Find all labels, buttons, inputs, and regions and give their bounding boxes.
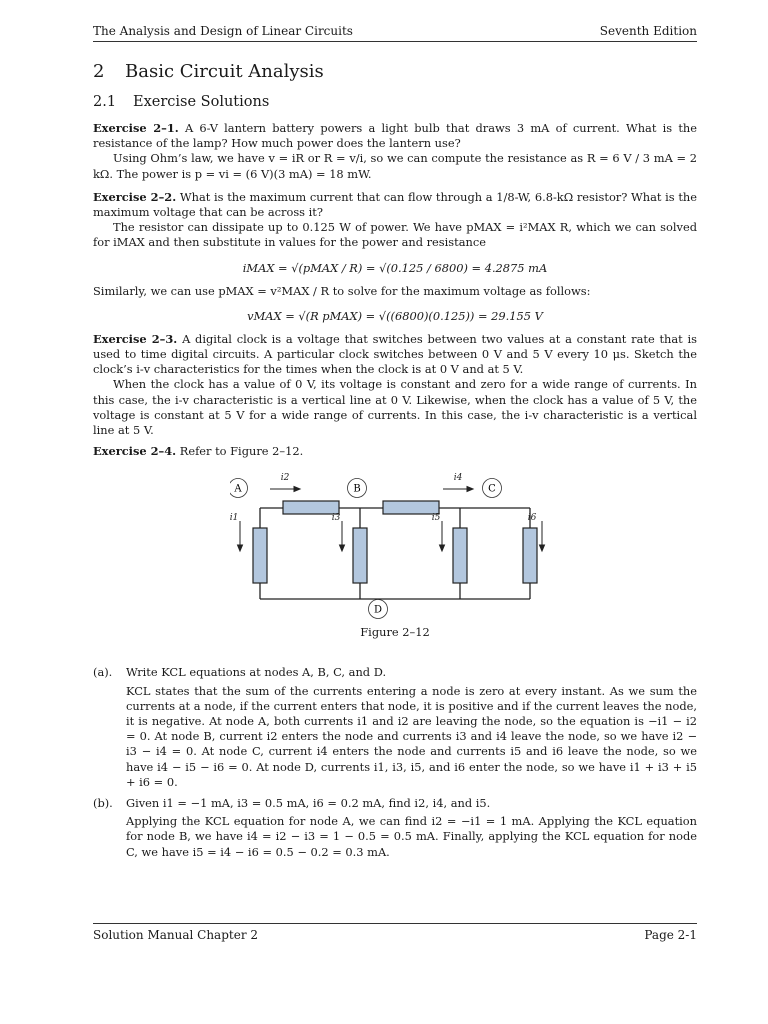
part-question: Given i1 = −1 mA, i3 = 0.5 mA, i6 = 0.2 mA, find i2, i4, and i5. — [126, 796, 491, 811]
resistor-top-right — [383, 501, 439, 514]
current-i4-label: i4 — [453, 473, 463, 484]
node-a-label: A — [234, 483, 242, 495]
equation-vmax: vMAX = √(R pMAX) = √((6800)(0.125)) = 29.155 V — [247, 308, 543, 323]
footer-chapter: Solution Manual Chapter 2 — [93, 928, 258, 942]
exercise-label: Exercise 2–4. — [93, 444, 177, 459]
exercise-question: What is the maximum current that can flow through a 1/8-W, 6.8-kΩ resistor? What is the maximum voltage that can be across it? — [93, 189, 698, 219]
resistor-5 — [453, 528, 467, 583]
book-title: The Analysis and Design of Linear Circuits — [93, 24, 353, 38]
figure-2-12 — [93, 471, 697, 639]
exercise-2-3 — [93, 332, 697, 438]
exercise-label: Exercise 2–3. — [93, 331, 178, 346]
part-a — [93, 665, 697, 790]
chapter-title — [93, 61, 697, 83]
part-b — [93, 796, 697, 860]
exercise-parts — [93, 665, 697, 859]
exercise-answer: When the clock has a value of 0 V, its voltage is constant and zero for a wide range of currents. In this case, the i-v characteristic is a vertical line at 0 V. Likewise, when the clock has a value of 5 V, the voltage is constant at 5 V for a wide range of currents. In this case, the i-v characteristic is a vertical line at 5 V. — [93, 377, 697, 438]
exercise-2-4 — [93, 444, 697, 459]
section-number: 2.1 — [93, 93, 117, 110]
exercise-2-2 — [93, 190, 697, 325]
chapter-number: 2 — [93, 61, 105, 82]
current-i1-label: i1 — [230, 513, 239, 524]
exercise-question: Refer to Figure 2–12. — [179, 444, 304, 459]
resistor-3 — [353, 528, 367, 583]
exercise-label: Exercise 2–2. — [93, 189, 177, 204]
exercise-2-1 — [93, 121, 697, 182]
running-header — [93, 24, 697, 42]
resistor-top-left — [283, 501, 339, 514]
running-footer — [93, 923, 697, 942]
exercise-question: A digital clock is a voltage that switches between two values at a constant rate that is used to time digital circuits. A particular clock switches between 0 V and 5 V every 10 μs. Sketch the clock’s i-v characteristics for the times when the clock is at 0 V and at 5 V. — [93, 331, 698, 377]
resistor-1 — [253, 528, 267, 583]
exercise-answer: Using Ohm’s law, we have v = iR or R = v/i, so we can compute the resistance as R = 6 V / 3 mA = 2 kΩ. The power is p = vi = (6 V)(3 mA) = 18 mW. — [93, 151, 697, 181]
current-i6-label: i6 — [527, 513, 537, 524]
section-name: Exercise Solutions — [133, 93, 270, 110]
circuit-diagram — [230, 471, 560, 621]
edition: Seventh Edition — [599, 24, 697, 38]
part-answer: Applying the KCL equation for node A, we can find i2 = −i1 = 1 mA. Applying the KCL equation for node B, we have i4 = i2 − i3 = 1 − 0.5 = 0.5 mA. Finally, applying the KCL equation for node C, we have i5 = i4 − i6 = 0.5 − 0.2 = 0.3 mA. — [126, 814, 697, 859]
chapter-name: Basic Circuit Analysis — [125, 61, 324, 82]
current-i3-label: i3 — [331, 513, 341, 524]
current-i5-label: i5 — [431, 513, 441, 524]
equation-imax: iMAX = √(pMAX / R) = √(0.125 / 6800) = 4.2875 mA — [242, 260, 548, 275]
section-title — [93, 94, 697, 111]
current-i2-label: i2 — [280, 473, 290, 484]
exercise-answer: The resistor can dissipate up to 0.125 W of power. We have pMAX = i²MAX R, which we can solved for iMAX and then substitute in values for the power and resistance — [93, 220, 697, 250]
node-b-label: B — [353, 483, 361, 495]
page — [93, 24, 697, 1014]
part-marker: (b). — [93, 796, 113, 811]
exercise-question: A 6-V lantern battery powers a light bulb that draws 3 mA of current. What is the resistance of the lamp? How much power does the lantern use? — [93, 120, 698, 151]
part-marker: (a). — [93, 665, 113, 680]
page-number: Page 2-1 — [644, 928, 697, 942]
part-answer: KCL states that the sum of the currents entering a node is zero at every instant. As we sum the currents at a node, if the current enters that node, it is positive and if the current leaves the node, it is negative. At node A, both currents i1 and i2 are leaving the node, so the equation is −i1 − i2 = 0. At node B, current i2 enters the node and currents i3 and i4 leave the node, so we have i2 − i3 − i4 = 0. At node C, current i4 enters the node and currents i5 and i6 leave the node, so we have i4 − i5 − i6 = 0. At node D, currents i1, i3, i5, and i6 enter the node, so we have i1 + i3 + i5 + i6 = 0. — [126, 683, 697, 789]
resistor-6 — [523, 528, 537, 583]
exercise-label: Exercise 2–1. — [93, 120, 179, 135]
figure-caption: Figure 2–12 — [360, 625, 430, 640]
part-question: Write KCL equations at nodes A, B, C, and D. — [126, 665, 387, 680]
exercise-text: Similarly, we can use pMAX = v²MAX / R to solve for the maximum voltage as follows: — [93, 283, 591, 298]
node-c-label: C — [488, 483, 496, 495]
node-d-label: D — [373, 604, 383, 616]
